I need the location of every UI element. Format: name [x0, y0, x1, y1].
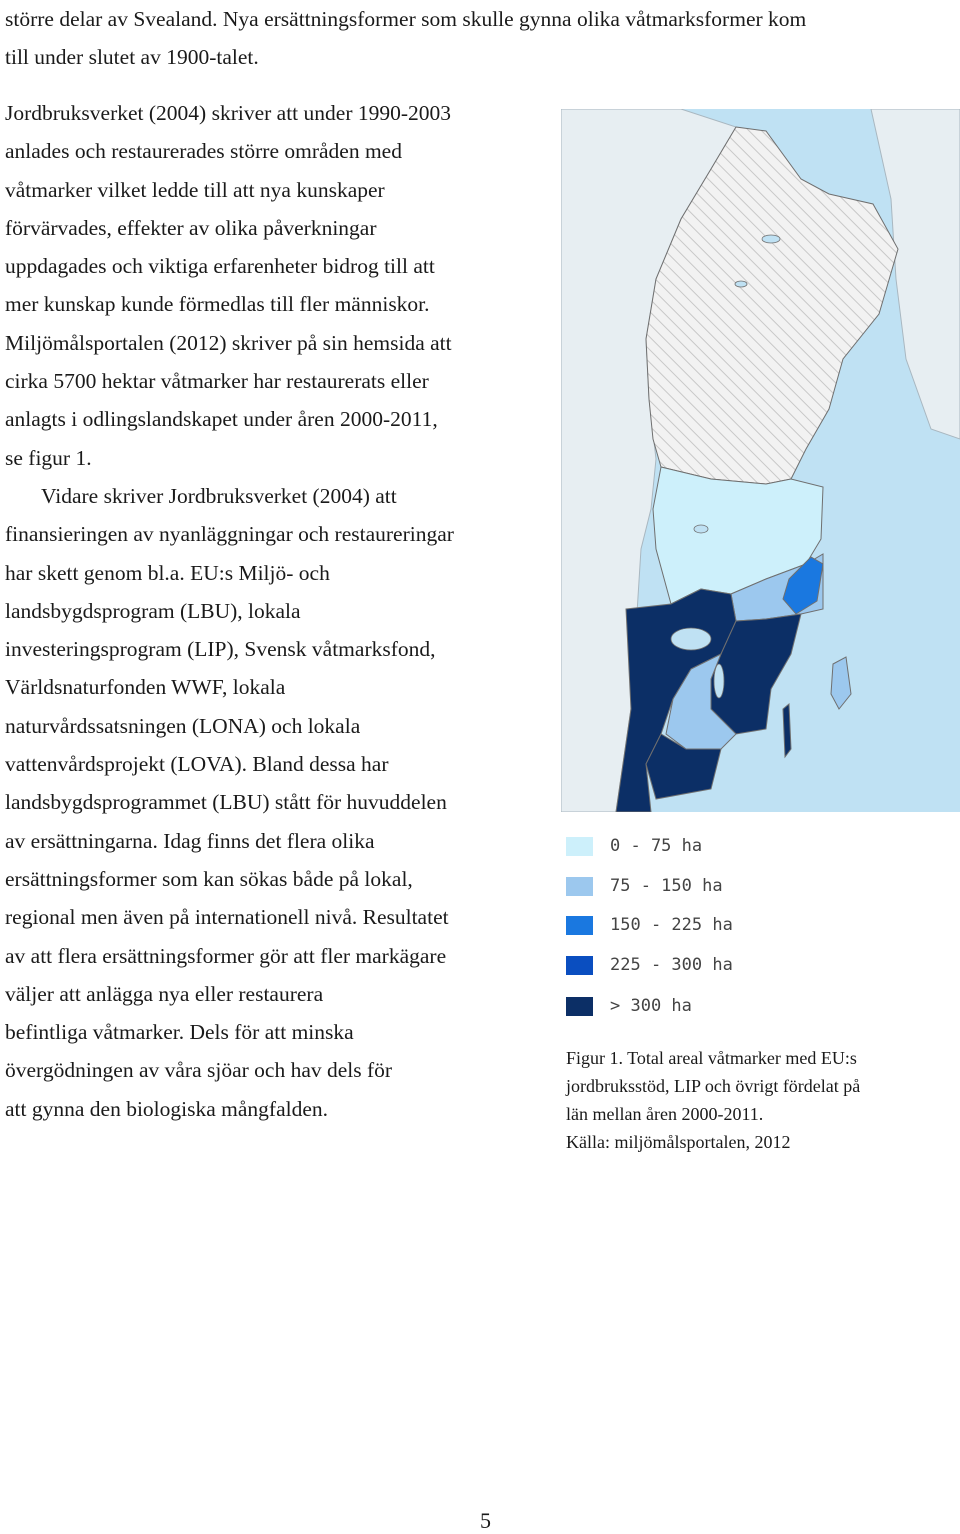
intro-line: större delar av Svealand. Nya ersättningsformer som skulle gynna olika våtmarksformer kom: [5, 7, 807, 31]
legend-swatch: [566, 837, 593, 856]
text-line: Miljömålsportalen (2012) skriver på sin hemsida att: [5, 330, 452, 355]
body-text: [5, 94, 550, 1128]
island-gotland: [831, 657, 851, 709]
text-line: Vidare skriver Jordbruksverket (2004) att: [41, 483, 397, 508]
text-line: anlades och restaurerades större områden med: [5, 139, 402, 164]
map-legend: [563, 834, 763, 1029]
text-line: ersättningsformer som kan sökas både på lokal,: [5, 866, 413, 891]
legend-swatch: [566, 916, 593, 935]
caption-line: jordbruksstöd, LIP och övrigt fördelat på: [566, 1076, 861, 1096]
text-line: våtmarker vilket ledde till att nya kunskaper: [5, 177, 385, 202]
lake-vattern: [714, 664, 724, 698]
text-line: att gynna den biologiska mångfalden.: [5, 1096, 329, 1121]
paragraph-2: [5, 477, 550, 1128]
legend-label: 225 - 300 ha: [610, 955, 733, 975]
legend-item: [563, 874, 763, 898]
legend-item: [563, 834, 763, 858]
legend-label: 150 - 225 ha: [610, 915, 733, 935]
text-line: befintliga våtmarker. Dels för att minska: [5, 1020, 354, 1045]
text-line: cirka 5700 hektar våtmarker har restaurerats eller: [5, 369, 429, 394]
lake-vanern: [671, 628, 711, 650]
lake-north: [762, 235, 780, 243]
text-line: Jordbruksverket (2004) skriver att under 1990-2003: [5, 101, 452, 125]
text-line: Världsnaturfonden WWF, lokala: [5, 675, 286, 700]
sweden-wetland-map: [561, 109, 960, 812]
legend-swatch: [566, 877, 593, 896]
caption-line: län mellan åren 2000-2011.: [566, 1104, 764, 1124]
lake-siljan: [694, 525, 708, 533]
legend-label: 0 - 75 ha: [610, 836, 703, 856]
text-line: finansieringen av nyanläggningar och restaureringar: [5, 522, 454, 547]
island-oland: [783, 704, 791, 757]
text-line: vattenvårdsprojekt (LOVA). Bland dessa har: [5, 752, 389, 777]
text-line: naturvårdssatsningen (LONA) och lokala: [5, 713, 361, 738]
text-line: landsbygdsprogram (LBU), lokala: [5, 598, 301, 623]
text-line: väljer att anlägga nya eller restaurera: [5, 981, 324, 1006]
text-line: uppdagades och viktiga erfarenheter bidrog till att: [5, 254, 435, 279]
paragraph-1: [5, 94, 550, 477]
text-line: av ersättningarna. Idag finns det flera olika: [5, 828, 375, 853]
text-line: regional men även på internationell nivå. Resultatet: [5, 905, 449, 930]
map-svg: [561, 109, 960, 812]
text-line: anlagts i odlingslandskapet under åren 2000-2011,: [5, 407, 438, 432]
page-number: 5: [480, 1508, 491, 1533]
lake-north-2: [735, 281, 747, 287]
legend-item: [563, 994, 763, 1018]
text-line: av att flera ersättningsformer gör att fler markägare: [5, 943, 447, 968]
text-line: landsbygdsprogrammet (LBU) stått för huvuddelen: [5, 790, 447, 815]
legend-item: [563, 953, 763, 977]
text-line: har skett genom bl.a. EU:s Miljö- och: [5, 560, 330, 585]
caption-line: Källa: miljömålsportalen, 2012: [566, 1132, 791, 1152]
text-line: investeringsprogram (LIP), Svensk våtmarksfond,: [5, 637, 436, 662]
text-line: övergödningen av våra sjöar och hav dels för: [5, 1058, 393, 1083]
figure-caption: [566, 1044, 946, 1156]
legend-label: 75 - 150 ha: [610, 876, 723, 896]
text-line: se figur 1.: [5, 445, 92, 470]
legend-swatch: [566, 956, 593, 975]
intro-text: [5, 0, 806, 76]
caption-line: Figur 1. Total areal våtmarker med EU:s: [566, 1048, 857, 1068]
text-line: förvärvades, effekter av olika påverkningar: [5, 215, 377, 240]
legend-item: [563, 913, 763, 937]
intro-line: till under slutet av 1900-talet.: [5, 45, 259, 69]
legend-swatch: [566, 997, 593, 1016]
text-line: mer kunskap kunde förmedlas till fler människor.: [5, 292, 430, 317]
legend-label: > 300 ha: [610, 996, 692, 1016]
